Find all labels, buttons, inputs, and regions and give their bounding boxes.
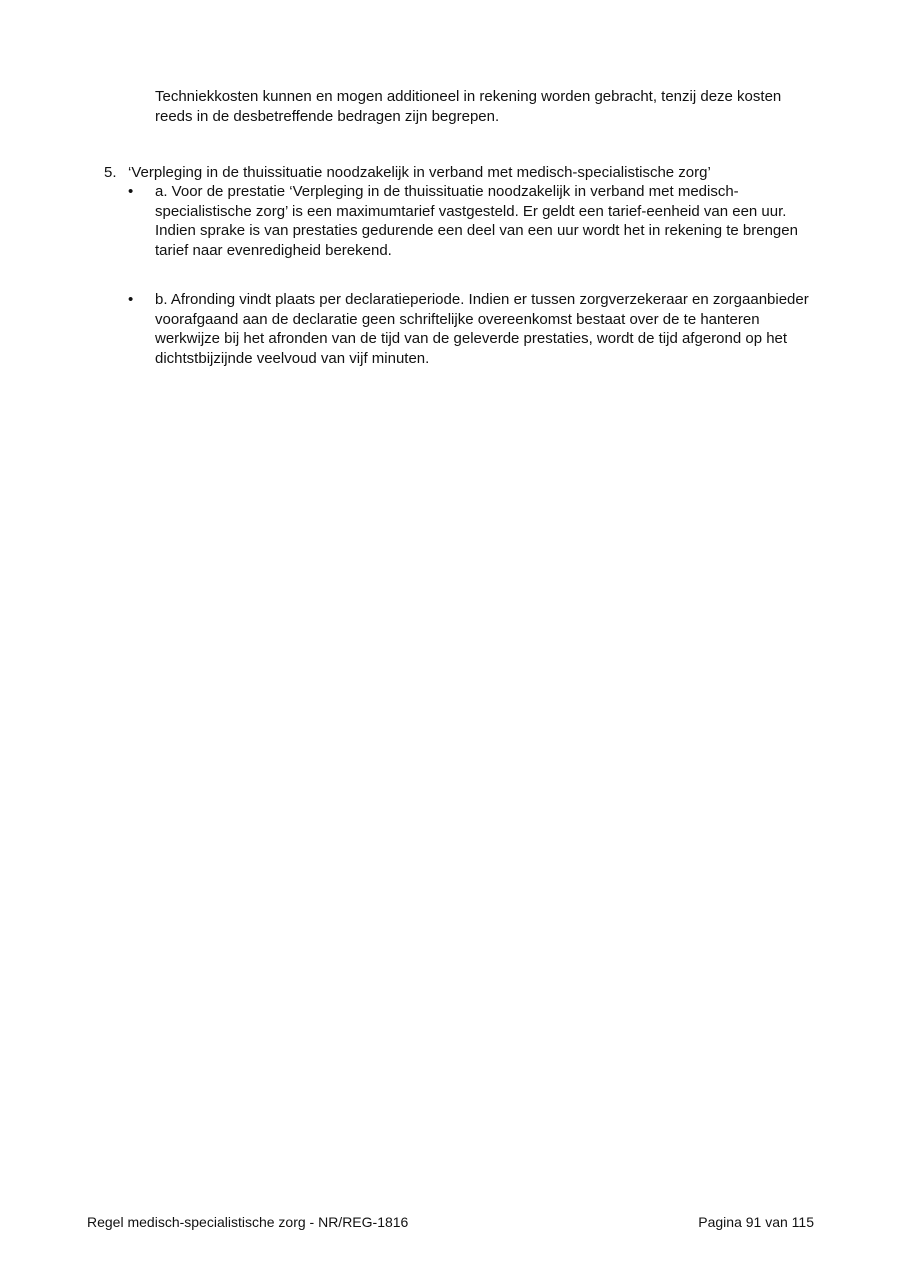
footer-document-title: Regel medisch-specialistische zorg - NR/REG-1816	[87, 1214, 409, 1230]
bullet-b-marker: •	[128, 291, 134, 308]
footer-page-number: Pagina 91 van 115	[698, 1214, 814, 1230]
section-number: 5.	[104, 164, 117, 181]
bullet-a-marker: •	[128, 183, 134, 200]
section-title: ‘Verpleging in de thuissituatie noodzakelijk in verband met medisch-specialistische zorg’	[128, 164, 711, 181]
bullet-a-text: a. Voor de prestatie ‘Verpleging in de thuissituatie noodzakelijk in verband met medisch-specialistische zorg’ is een maximumtarief vastgesteld. Er geldt een tarief-eenheid van een uur. Indien sprake is van prestaties gedurende een deel van een uur wordt het in rekening te brengen tarief naar evenredigheid berekend.	[155, 183, 798, 259]
intro-paragraph: Techniekkosten kunnen en mogen additioneel in rekening worden gebracht, tenzij deze kosten reeds in de desbetreffende bedragen zijn begrepen.	[155, 88, 782, 125]
bullet-b-text: b. Afronding vindt plaats per declaratieperiode. Indien er tussen zorgverzekeraar en zorgaanbieder voorafgaand aan de declaratie geen schriftelijke overeenkomst bestaat over de te hanteren werkwijze bij het afronden van de tijd van de geleverde prestaties, wordt de tijd afgerond op het dichtstbijzijnde veelvoud van vijf minuten.	[155, 291, 809, 367]
